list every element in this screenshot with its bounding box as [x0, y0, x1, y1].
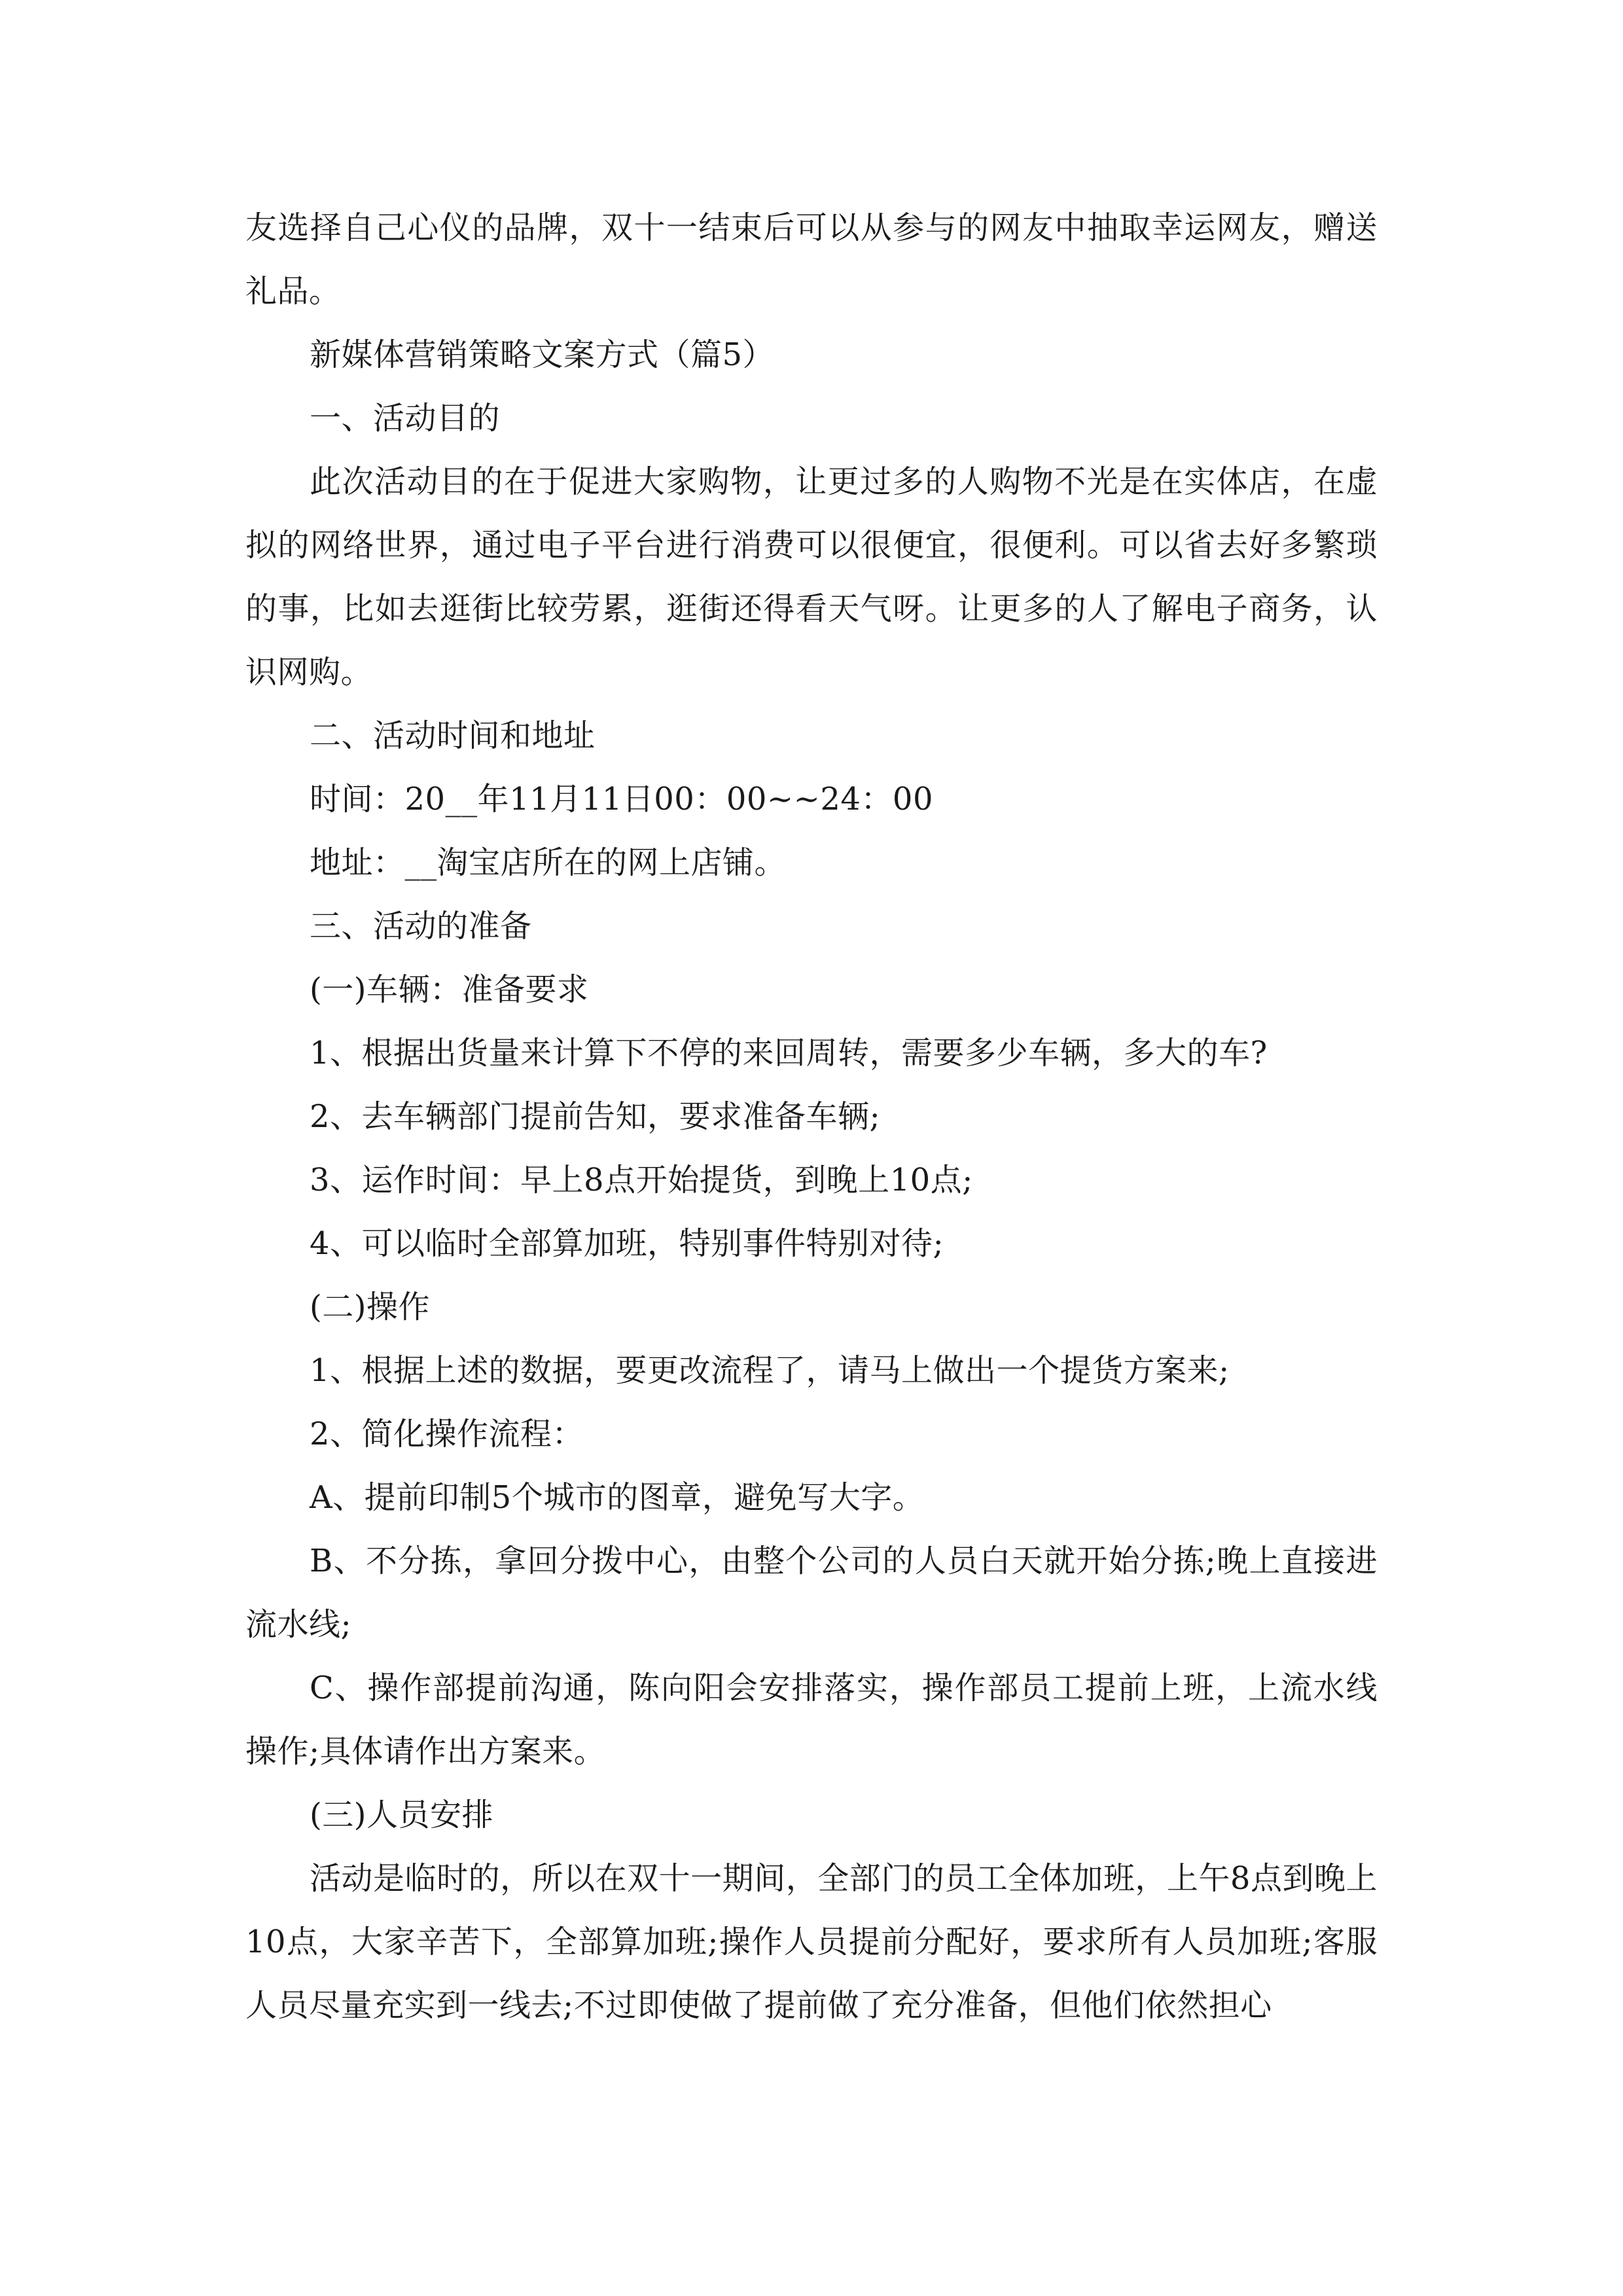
list-item-vehicles-4: 4、可以临时全部算加班，特别事件特别对待;	[310, 1225, 944, 1262]
list-item-vehicles-1: 1、根据出货量来计算下不停的来回周转，需要多少车辆，多大的车?	[310, 1035, 1268, 1071]
list-item-vehicles-3: 3、运作时间：早上8点开始提货，到晚上10点;	[310, 1162, 973, 1198]
section-title-part5: 新媒体营销策略文案方式（篇5）	[310, 336, 775, 373]
subheading-staffing: (三)人员安排	[310, 1797, 493, 1833]
paragraph-purpose: 此次活动目的在于促进大家购物，让更过多的人购物不光是在实体店，在虚拟的网络世界，通过电子平台进行消费可以很便宜，很便利。可以省去好多繁琐的事，比如去逛街比较劳累，逛街还得看天气呀。让更多的人了解电子商务，认识网购。	[245, 463, 1378, 691]
document-body	[245, 196, 1378, 2037]
heading-time-and-address: 二、活动时间和地址	[310, 717, 596, 754]
heading-activity-purpose: 一、活动目的	[310, 400, 501, 437]
line-address: 地址：__淘宝店所在的网上店铺。	[310, 844, 787, 881]
line-time: 时间：20__年11月11日00：00~~24：00	[310, 781, 933, 817]
paragraph-staffing: 活动是临时的，所以在双十一期间，全部门的员工全体加班，上午8点到晚上10点，大家辛苦下，全部算加班;操作人员提前分配好，要求所有人员加班;客服人员尽量充实到一线去;不过即使做了提前做了充分准备，但他们依然担心	[245, 1860, 1378, 2024]
heading-preparation: 三、活动的准备	[310, 908, 532, 944]
list-item-operation-a: A、提前印制5个城市的图章，避免写大字。	[310, 1479, 925, 1516]
subheading-vehicles: (一)车辆：准备要求	[310, 971, 589, 1008]
list-item-operation-2: 2、简化操作流程：	[310, 1416, 584, 1452]
list-item-operation-1: 1、根据上述的数据，要更改流程了，请马上做出一个提货方案来;	[310, 1352, 1230, 1389]
list-item-operation-b: B、不分拣，拿回分拨中心，由整个公司的人员白天就开始分拣;晚上直接进流水线;	[245, 1543, 1378, 1643]
subheading-operation: (二)操作	[310, 1289, 430, 1325]
list-item-operation-c: C、操作部提前沟通，陈向阳会安排落实，操作部员工提前上班，上流水线操作;具体请作出方案来。	[245, 1670, 1378, 1770]
paragraph-continuation: 友选择自己心仪的品牌，双十一结束后可以从参与的网友中抽取幸运网友，赠送礼品。	[245, 209, 1378, 310]
list-item-vehicles-2: 2、去车辆部门提前告知，要求准备车辆;	[310, 1098, 881, 1135]
